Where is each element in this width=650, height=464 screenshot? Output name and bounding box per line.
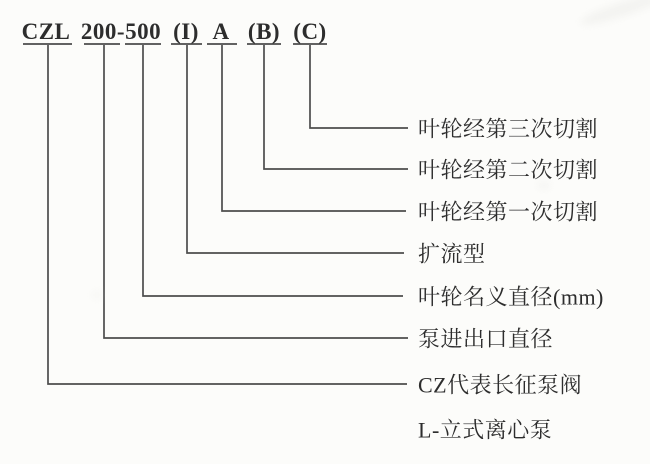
model-code-segment-b: (B) [247, 19, 281, 44]
label-flow-type: 扩流型 [418, 241, 486, 267]
model-code-segment-i: (I) [173, 19, 199, 44]
model-code-segment-200-500: 200-500 [80, 19, 162, 44]
label-brand-cz: CZ代表长征泵阀 [418, 372, 583, 398]
model-code-segment-czl: CZL [21, 19, 71, 44]
label-impeller-diameter: 叶轮名义直径(mm) [418, 284, 604, 310]
connector-200-port-dia [104, 45, 408, 338]
label-first-cut: 叶轮经第一次切割 [418, 199, 599, 225]
model-code-segment-c: (C) [293, 19, 327, 44]
label-port-diameter: 泵进出口直径 [418, 326, 554, 352]
connector-c-third-cut [310, 45, 408, 128]
label-second-cut: 叶轮经第二次切割 [418, 157, 599, 183]
label-vertical-pump-l: L-立式离心泵 [418, 417, 553, 443]
connector-500-impeller-dia [143, 45, 403, 296]
connector-i-flow-type [187, 45, 404, 253]
connector-czl-brand [48, 45, 407, 384]
model-code-segment-a: A [212, 19, 230, 44]
label-third-cut: 叶轮经第三次切割 [418, 116, 599, 142]
connector-b-second-cut [264, 45, 408, 169]
